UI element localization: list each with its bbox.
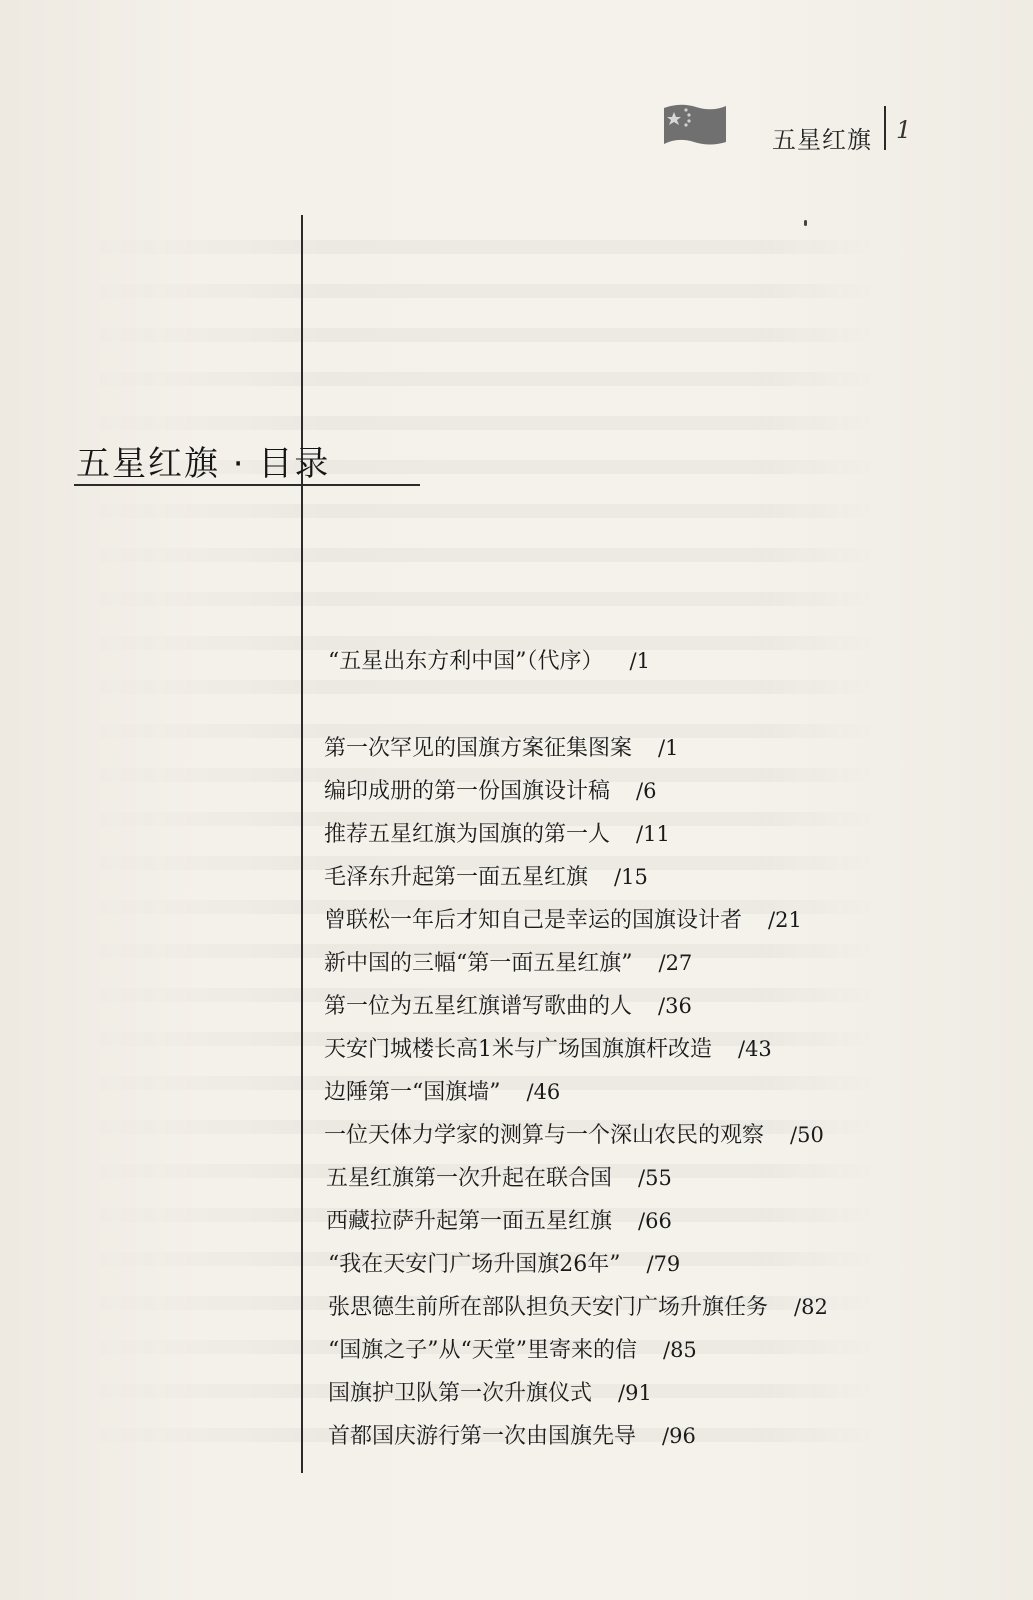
toc-entry-page: /43 bbox=[738, 1037, 772, 1061]
toc-entry[interactable] bbox=[324, 862, 648, 893]
toc-entry[interactable] bbox=[328, 1335, 697, 1366]
toc-entry-title: 毛泽东升起第一面五星红旗 bbox=[324, 865, 589, 890]
toc-entry[interactable] bbox=[324, 776, 656, 807]
toc-entry[interactable] bbox=[324, 948, 692, 979]
title-underline bbox=[74, 484, 420, 486]
toc-entry-title: 第一次罕见的国旗方案征集图案 bbox=[324, 736, 633, 761]
toc-entry[interactable] bbox=[328, 1378, 652, 1409]
toc-entry-title: 首都国庆游行第一次由国旗先导 bbox=[328, 1424, 637, 1449]
toc-entry-page: /96 bbox=[662, 1424, 696, 1448]
toc-entry-title: 西藏拉萨升起第一面五星红旗 bbox=[326, 1209, 613, 1234]
toc-entry[interactable] bbox=[324, 905, 802, 936]
toc-entry-title: 曾联松一年后才知自己是幸运的国旗设计者 bbox=[324, 908, 743, 933]
toc-entry-page: /79 bbox=[646, 1252, 681, 1276]
toc-entry-page: /55 bbox=[638, 1166, 672, 1190]
toc-entry-title: 张思德生前所在部队担负天安门广场升旗任务 bbox=[328, 1295, 769, 1320]
toc-entry[interactable] bbox=[324, 733, 678, 764]
toc-entry-page: /15 bbox=[614, 865, 648, 889]
toc-entry-page: /1 bbox=[629, 649, 650, 673]
toc-entry-title: 第一位为五星红旗谱写歌曲的人 bbox=[324, 994, 633, 1019]
toc-entry[interactable] bbox=[324, 1120, 824, 1151]
toc-entry-title: 一位天体力学家的测算与一个深山农民的观察 bbox=[324, 1123, 765, 1148]
toc-entry-page: /36 bbox=[658, 994, 692, 1018]
toc-entry-title: “五星出东方利中国”（代序） bbox=[328, 649, 604, 674]
toc-entry-page: /66 bbox=[638, 1209, 672, 1233]
toc-entry-title: 边陲第一“国旗墙” bbox=[324, 1080, 501, 1105]
toc-entry[interactable] bbox=[324, 1034, 772, 1065]
toc-entry-page: /85 bbox=[663, 1338, 697, 1362]
toc-entry-title: 五星红旗第一次升起在联合国 bbox=[326, 1166, 613, 1191]
toc-entry-title: “我在天安门广场升国旗26年” bbox=[328, 1252, 621, 1277]
toc-entry-page: /27 bbox=[658, 951, 693, 975]
toc-entry[interactable] bbox=[328, 1421, 696, 1452]
header-divider bbox=[884, 106, 886, 150]
toc-entry-title: 国旗护卫队第一次升旗仪式 bbox=[328, 1381, 593, 1406]
running-header bbox=[0, 98, 1033, 158]
toc-entry-page: /21 bbox=[768, 908, 802, 932]
toc-entry[interactable] bbox=[324, 991, 692, 1022]
toc-entry[interactable] bbox=[326, 1163, 672, 1194]
page-title: 五星红旗 · 目录 bbox=[76, 444, 331, 484]
vertical-rule bbox=[301, 215, 303, 1473]
flag-icon bbox=[662, 102, 728, 148]
toc-entry-title: “国旗之子”从“天堂”里寄来的信 bbox=[328, 1338, 637, 1363]
toc-entry-title: 推荐五星红旗为国旗的第一人 bbox=[324, 822, 611, 847]
toc-entry-title: 编印成册的第一份国旗设计稿 bbox=[324, 779, 611, 804]
toc-entry-page: /11 bbox=[636, 822, 670, 846]
toc-entry-page: /6 bbox=[636, 779, 657, 803]
toc-entry-page: /82 bbox=[794, 1295, 828, 1319]
toc-entry[interactable] bbox=[328, 1292, 828, 1323]
toc-entry[interactable] bbox=[328, 1249, 680, 1280]
toc-entry-title: 新中国的三幅“第一面五星红旗” bbox=[324, 951, 633, 976]
toc-entry-page: /1 bbox=[658, 736, 679, 760]
toc-entry-title: 天安门城楼长高1米与广场国旗旗杆改造 bbox=[324, 1037, 712, 1062]
running-header-title: 五星红旗 bbox=[772, 126, 872, 154]
toc-entry-page: /91 bbox=[618, 1381, 652, 1405]
toc-entry[interactable] bbox=[324, 819, 670, 850]
page-number: 1 bbox=[896, 116, 912, 144]
toc-entry[interactable] bbox=[328, 646, 650, 677]
toc-entry[interactable] bbox=[324, 1077, 560, 1108]
toc-entry-page: /46 bbox=[526, 1080, 561, 1104]
toc-entry-page: /50 bbox=[790, 1123, 824, 1147]
toc-entry[interactable] bbox=[326, 1206, 672, 1237]
ink-mark bbox=[804, 220, 807, 226]
